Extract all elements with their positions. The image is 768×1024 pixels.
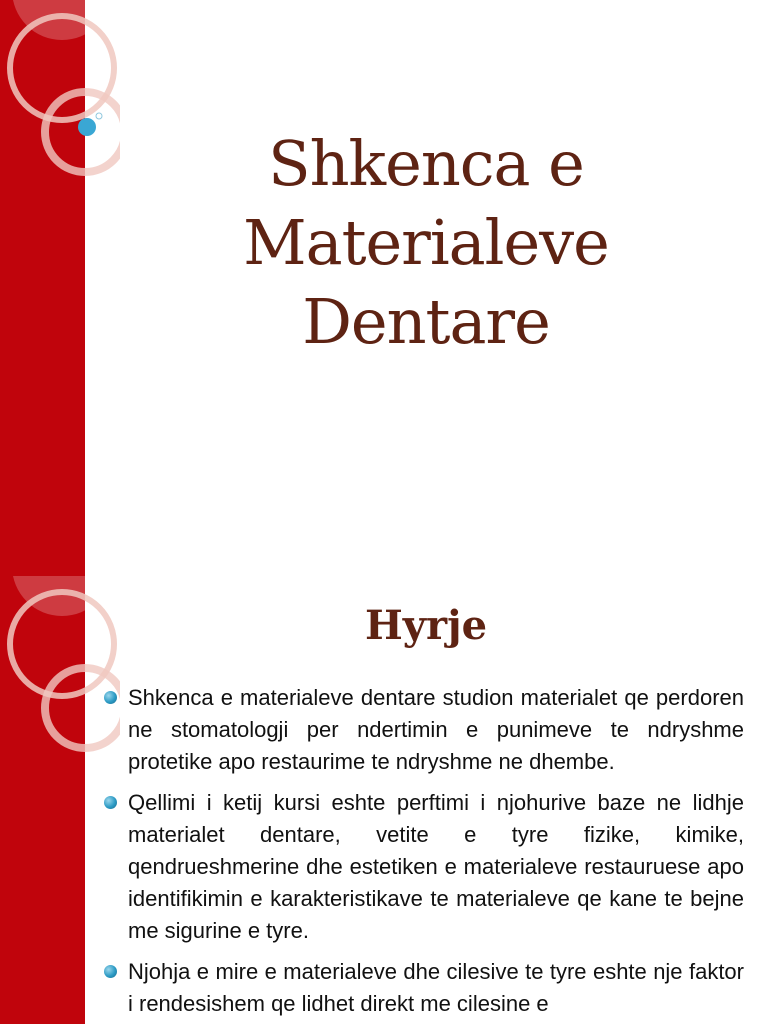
bullet-icon xyxy=(104,691,117,704)
ring-decoration xyxy=(0,576,120,776)
bullet-icon xyxy=(104,796,117,809)
blue-sphere-icon xyxy=(78,118,96,136)
list-item: Shkenca e materialeve dentare studion materialet qe perdoren ne stomatologji per ndertimin e punimeve te ndryshme protetike apo restaurime te ndryshme ne dhembe. xyxy=(104,682,744,778)
ring-decoration xyxy=(0,0,120,200)
slide-title: Shkenca e Materialeve Dentare xyxy=(243,127,609,358)
slide-heading: Hyrje xyxy=(364,602,488,649)
list-item: Qellimi i ketij kursi eshte perftimi i njohurive baze ne lidhje materialet dentare, vetite e tyre fizike, kimike, qendrueshmerine dhe estetiken e materialeve restauruese apo identifikimin e karakteristikave te materialeve qe kane te bejne me sigurine e tyre. xyxy=(104,787,744,947)
content-slide xyxy=(0,576,768,1024)
bullet-icon xyxy=(104,965,117,978)
bullet-list xyxy=(104,682,744,1024)
list-item: Njohja e mire e materialeve dhe cilesive te tyre eshte nje faktor i rendesishem qe lidhet direkt me cilesine e xyxy=(104,956,744,1020)
